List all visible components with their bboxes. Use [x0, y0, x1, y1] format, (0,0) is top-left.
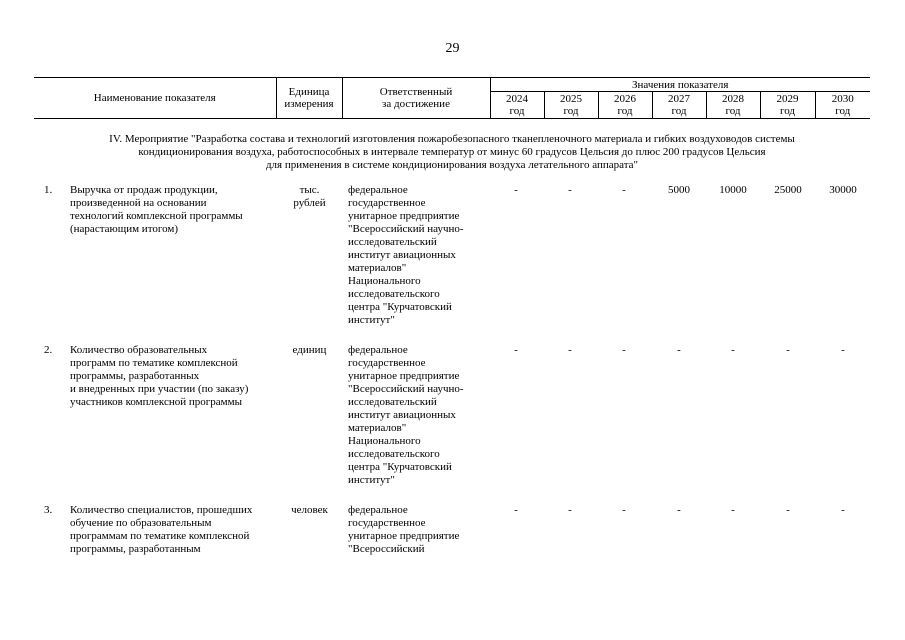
header-year-2024 — [490, 92, 544, 119]
row-value-2025: - — [568, 344, 572, 356]
row-name-line: программ по тематике комплексной — [70, 357, 238, 369]
row-value-2025: - — [568, 504, 572, 516]
row-name-line: произведенной на основании — [70, 197, 207, 209]
row-unit — [282, 504, 337, 517]
header-year-2027 — [652, 92, 706, 119]
row-responsible-line: Национального — [348, 435, 421, 447]
row-number: 2. — [44, 344, 53, 356]
header-resp-line-1: Ответственный — [379, 86, 453, 98]
row-name — [70, 184, 275, 236]
header-year-suffix: год — [671, 105, 687, 117]
row-responsible-line: "Всероссийский научно- — [348, 383, 464, 395]
row-name — [70, 504, 275, 556]
header-unit — [276, 78, 342, 119]
row-responsible — [348, 504, 483, 556]
row-value-2025: - — [568, 184, 572, 196]
row-name-line: (нарастающим итогом) — [70, 223, 179, 235]
row-name-line: участников комплексной программы — [70, 396, 242, 408]
row-number: 1. — [44, 184, 53, 196]
row-name-line: обучение по образовательным — [70, 517, 212, 529]
header-year-2025 — [544, 92, 598, 119]
row-responsible-line: материалов" — [348, 422, 407, 434]
row-responsible-line: унитарное предприятие — [348, 370, 460, 382]
row-name — [70, 344, 275, 409]
row-number: 3. — [44, 504, 53, 516]
row-responsible — [348, 184, 483, 327]
header-year-label: 2025 — [560, 93, 582, 105]
row-value-2028: - — [731, 504, 735, 516]
header-year-label: 2028 — [722, 93, 744, 105]
row-unit — [282, 184, 337, 210]
row-responsible-line: федеральное — [348, 184, 408, 196]
row-name-line: Количество образовательных — [70, 344, 208, 356]
row-responsible-line: государственное — [348, 517, 426, 529]
row-value-2029: - — [786, 344, 790, 356]
header-year-label: 2030 — [831, 93, 854, 105]
section-line-2: кондиционирования воздуха, работоспособных в интервале температур от минус 60 градусов Цельсия до плюс 200 градусов Цельсия — [138, 146, 766, 158]
header-year-suffix: год — [725, 105, 741, 117]
row-value-2027: - — [677, 504, 681, 516]
row-responsible — [348, 344, 483, 487]
row-name-line: Выручка от продаж продукции, — [70, 184, 218, 196]
row-value-2028: 10000 — [719, 184, 747, 196]
header-year-label: 2029 — [776, 93, 799, 105]
row-value-2030: 30000 — [829, 184, 857, 196]
row-value-2030: - — [841, 504, 845, 516]
row-name-line: Количество специалистов, прошедших — [70, 504, 253, 516]
row-unit-line: единиц — [292, 344, 327, 356]
row-responsible-line: унитарное предприятие — [348, 530, 460, 542]
row-value-2028: - — [731, 344, 735, 356]
section-title — [40, 133, 864, 172]
header-year-label: 2027 — [668, 93, 690, 105]
header-year-2028 — [706, 92, 760, 119]
row-responsible-line: "Всероссийский — [348, 543, 425, 555]
row-responsible-line: федеральное — [348, 504, 408, 516]
section-line-3: для применения в системе кондиционирования воздуха летательного аппарата" — [265, 159, 639, 171]
row-responsible-line: Национального — [348, 275, 421, 287]
header-year-2026 — [598, 92, 652, 119]
header-year-2030 — [815, 92, 870, 119]
row-value-2027: 5000 — [668, 184, 690, 196]
row-responsible-line: исследовательский — [348, 396, 437, 408]
header-year-suffix: год — [617, 105, 633, 117]
row-unit-line: рублей — [293, 197, 326, 209]
section-line-1: IV. Мероприятие "Разработка состава и технологий изготовления пожаробезопасного тканепленочного материала и гибких воздуховодов системы — [109, 133, 795, 145]
row-value-2026: - — [622, 344, 626, 356]
header-year-suffix: год — [835, 105, 851, 117]
header-year-label: 2024 — [506, 93, 528, 105]
row-unit-line: человек — [291, 504, 328, 516]
row-responsible-line: исследовательского — [348, 448, 440, 460]
row-unit — [282, 344, 337, 357]
row-responsible-line: институт авиационных — [348, 409, 456, 421]
row-responsible-line: государственное — [348, 197, 426, 209]
row-value-2024: - — [514, 184, 518, 196]
page-number: 29 — [445, 41, 460, 56]
header-unit-line-2: измерения — [284, 98, 334, 110]
header-values: Значения показателя — [490, 78, 870, 92]
row-responsible-line: исследовательского — [348, 288, 440, 300]
row-value-2024: - — [514, 504, 518, 516]
row-name-line: и внедренных при участии (по заказу) — [70, 383, 249, 395]
row-value-2026: - — [622, 184, 626, 196]
row-value-2027: - — [677, 344, 681, 356]
row-unit-line: тыс. — [299, 184, 320, 196]
row-value-2029: 25000 — [774, 184, 802, 196]
header-unit-line-1: Единица — [288, 86, 330, 98]
row-responsible-line: институт" — [348, 474, 395, 486]
header-resp — [342, 78, 490, 119]
row-name-line: технологий комплексной программы — [70, 210, 243, 222]
header-resp-line-2: за достижение — [382, 98, 450, 110]
header-year-suffix: год — [563, 105, 579, 117]
header-year-suffix: год — [779, 105, 796, 117]
row-name-line: программы, разработанным — [70, 543, 201, 555]
row-value-2026: - — [622, 504, 626, 516]
header-year-2029 — [760, 92, 815, 119]
header-year-label: 2026 — [614, 93, 636, 105]
row-name-line: программы, разработанных — [70, 370, 200, 382]
row-value-2029: - — [786, 504, 790, 516]
row-responsible-line: "Всероссийский научно- — [348, 223, 464, 235]
row-responsible-line: унитарное предприятие — [348, 210, 460, 222]
row-responsible-line: институт" — [348, 314, 395, 326]
row-responsible-line: центра "Курчатовский — [348, 301, 452, 313]
row-responsible-line: государственное — [348, 357, 426, 369]
row-name-line: программам по тематике комплексной — [70, 530, 250, 542]
row-responsible-line: исследовательский — [348, 236, 437, 248]
row-value-2024: - — [514, 344, 518, 356]
row-responsible-line: институт авиационных — [348, 249, 456, 261]
header-year-suffix: год — [509, 105, 525, 117]
row-responsible-line: федеральное — [348, 344, 408, 356]
table-header — [34, 77, 870, 119]
row-value-2030: - — [841, 344, 845, 356]
row-responsible-line: материалов" — [348, 262, 407, 274]
row-responsible-line: центра "Курчатовский — [348, 461, 452, 473]
header-name: Наименование показателя — [34, 78, 276, 119]
